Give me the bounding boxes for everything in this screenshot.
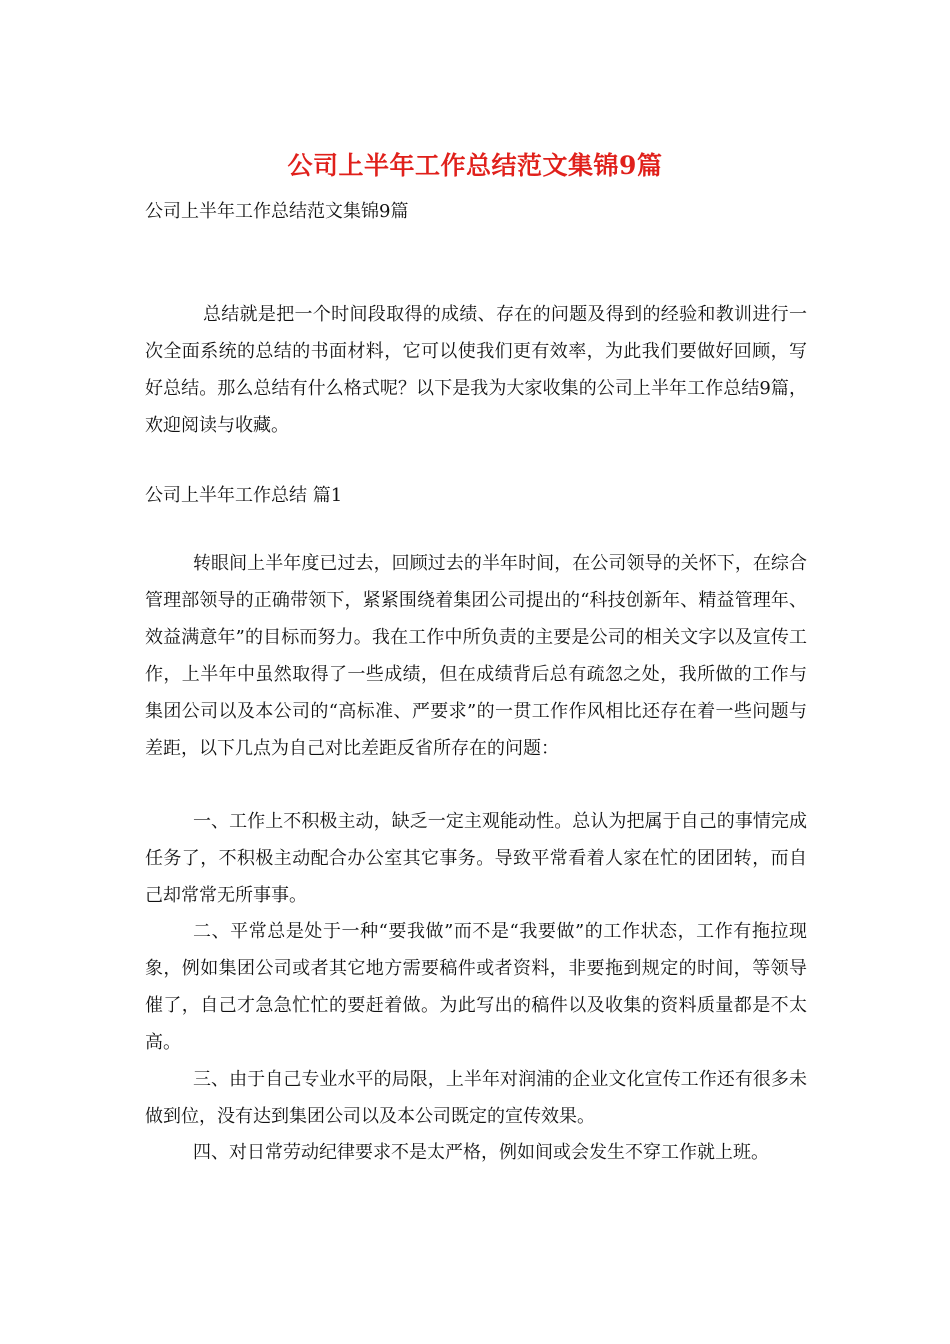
body-paragraph: 二、平常总是处于一种“要我做”而不是“我要做”的工作状态，工作有拖拉现象，例如集团公司或者其它地方需要稿件或者资料，非要拖到规定的时间，等领导催了，自己才急急忙忙的要赶着做。为此写出的稿件以及收集的资料质量都是不太高。 [145,921,807,1053]
body-paragraph: 四、对日常劳动纪律要求不是太严格，例如间或会发生不穿工作就上班。 [193,1142,769,1163]
body-paragraph: 转眼间上半年度已过去，回顾过去的半年时间，在公司领导的关怀下，在综合管理部领导的正确带领下，紧紧围绕着集团公司提出的“科技创新年、精益管理年、效益满意年”的目标而努力。我在工作中所负责的主要是公司的相关文字以及宣传工作，上半年中虽然取得了一些成绩，但在成绩背后总有疏忽之处，我所做的工作与集团公司以及本公司的“高标准、严要求”的一贯工作作风相比还存在着一些问题与差距，以下几点为自己对比差距反省所存在的问题： [145,553,807,759]
body-paragraph: 一、工作上不积极主动，缺乏一定主观能动性。总认为把属于自己的事情完成任务了，不积极主动配合办公室其它事务。导致平常看着人家在忙的团团转，而自己却常常无所事事。 [145,811,807,906]
section-heading: 公司上半年工作总结 篇1 [145,485,343,506]
document-title: 公司上半年工作总结范文集锦9篇 [287,151,663,180]
intro-paragraph: 总结就是把一个时间段取得的成绩、存在的问题及得到的经验和教训进行一次全面系统的总结的书面材料，它可以使我们更有效率，为此我们要做好回顾，写好总结。那么总结有什么格式呢？以下是我为大家收集的公司上半年工作总结9篇，欢迎阅读与收藏。 [145,304,807,436]
document-subtitle: 公司上半年工作总结范文集锦9篇 [145,201,409,222]
body-paragraph: 三、由于自己专业水平的局限，上半年对润浦的企业文化宣传工作还有很多未做到位，没有达到集团公司以及本公司既定的宣传效果。 [145,1069,807,1127]
